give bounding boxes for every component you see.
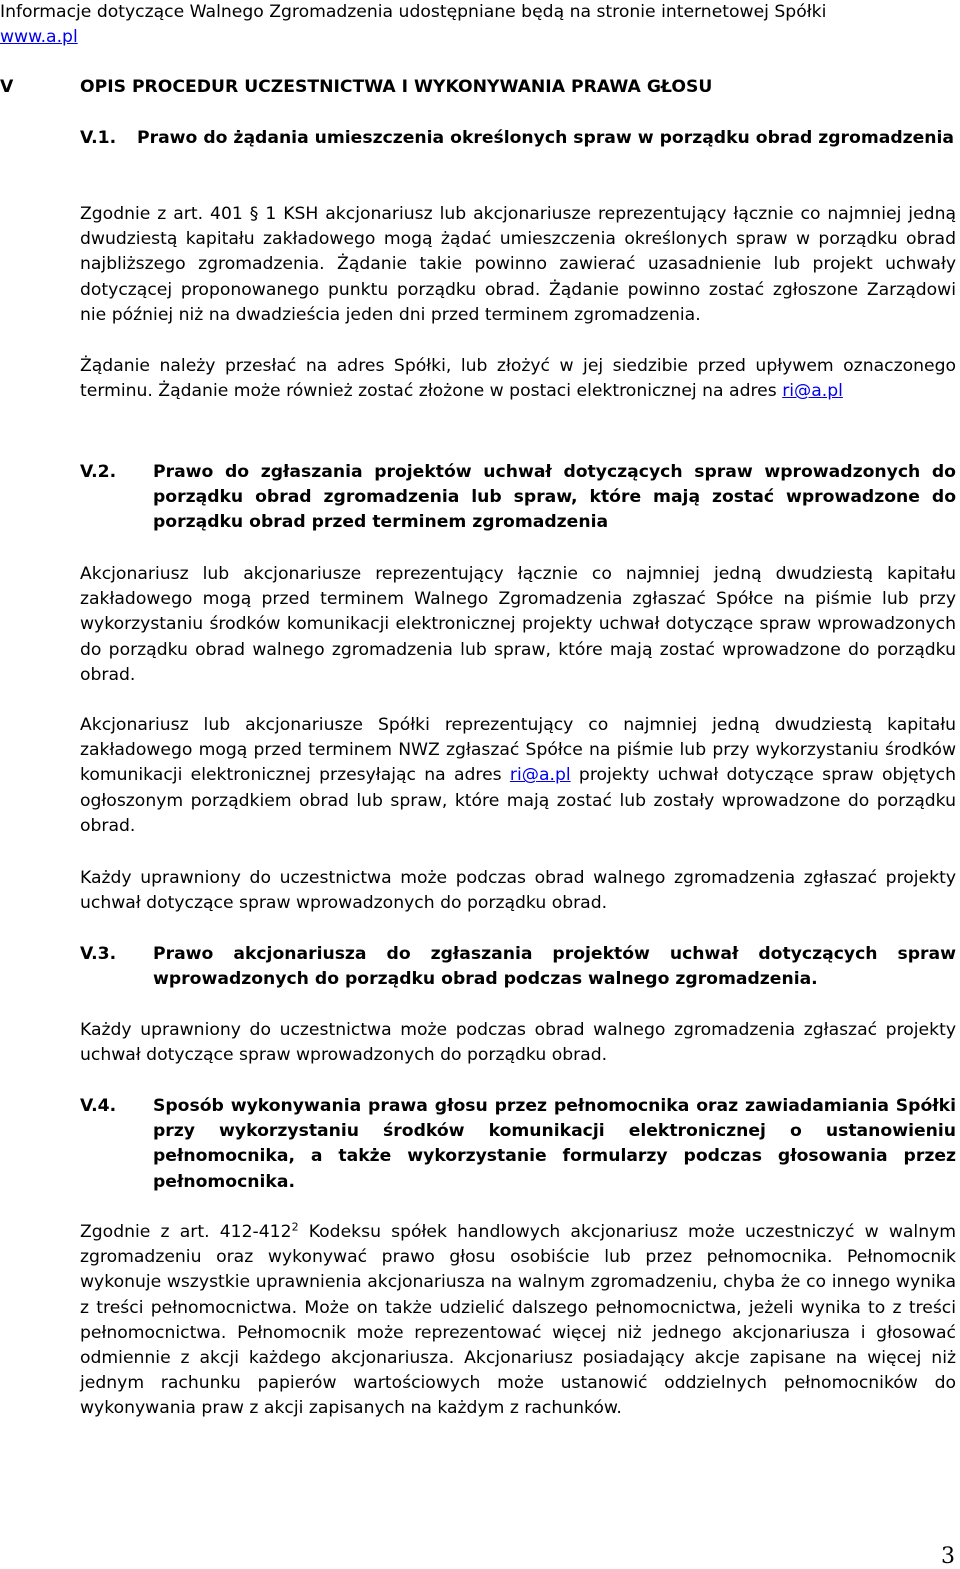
intro-text: Informacje dotyczące Walnego Zgromadzenia udostępniane będą na stronie internetowej Spółki xyxy=(0,2,827,22)
v2-email-link[interactable]: ri@a.pl xyxy=(509,765,571,786)
v1-paragraph-1 xyxy=(80,202,956,328)
v1-paragraph-2 xyxy=(80,354,956,404)
v4-superscript: 2 xyxy=(291,1220,299,1234)
v2-paragraph-3: Każdy uprawniony do uczestnictwa może podczas obrad walnego zgromadzenia zgłaszać projekty uchwał dotyczące spraw wprowadzonych do porządku obrad. xyxy=(80,868,956,914)
section-v-title: OPIS PROCEDUR UCZESTNICTWA I WYKONYWANIA PRAWA GŁOSU xyxy=(80,77,713,97)
v2-p2-part2: projekty uchwał dotyczące spraw objętych ogłoszonym porządkiem obrad lub spraw, które mają zostać lub zostały wprowadzone do porządku obrad. xyxy=(80,765,956,836)
v2-paragraph-2 xyxy=(80,713,956,839)
v1-p2-text: Żądanie należy przesłać na adres Spółki, lub złożyć w jej siedzibie przed upływem oznaczonego terminu. Żądanie może również zostać złożone w postaci elektronicznej na adres xyxy=(80,356,956,402)
v1-p1-part1: Zgodnie z art. 401 xyxy=(80,204,243,224)
page-number: 3 xyxy=(941,1544,955,1569)
v1-email-link[interactable]: ri@a.pl xyxy=(782,381,843,402)
v4-number: V.4. xyxy=(80,1096,117,1116)
website-link[interactable]: www.a.pl xyxy=(0,27,78,48)
section-v-number: V xyxy=(0,77,14,97)
v2-p2-part1: Akcjonariusz lub akcjonariusze Spółki reprezentujący co najmniej jedną dwudziestą kapitału zakładowego mogą przed terminem NWZ zgłaszać Spółce na piśmie lub przy wykorzystaniu środków komunikacji elektronicznej przesyłając na adres xyxy=(80,715,956,786)
v1-number: V.1. xyxy=(80,128,117,148)
v1-title: Prawo do żądania umieszczenia określonych spraw w porządku obrad zgromadzenia xyxy=(137,128,955,148)
intro-paragraph xyxy=(0,0,956,50)
v4-paragraph-1 xyxy=(80,1220,956,1422)
v3-paragraph-1: Każdy uprawniony do uczestnictwa może podczas obrad walnego zgromadzenia zgłaszać projekty uchwał dotyczące spraw wprowadzonych do porządku obrad. xyxy=(80,1020,956,1066)
section-sign-icon: § xyxy=(249,204,259,224)
v4-title: Sposób wykonywania prawa głosu przez pełnomocnika oraz zawiadamiania Spółki przy wykorzystaniu środków komunikacji elektronicznej o ustanowieniu pełnomocnika, a także wykorzystanie formularzy podczas głosowania przez pełnomocnika. xyxy=(153,1096,956,1192)
v2-number: V.2. xyxy=(80,462,117,482)
v4-p1-part2: Kodeksu spółek handlowych akcjonariusz może uczestniczyć w walnym zgromadzeniu oraz wykonywać prawo głosu osobiście lub przez pełnomocnika. Pełnomocnik wykonuje wszystkie uprawnienia akcjonariusza na walnym zgromadzeniu, chyba że co innego wynika z treści pełnomocnictwa. Może on także udzielić dalszego pełnomocnictwa, jeżeli wynika to z treści pełnomocnictwa. Pełnomocnik może reprezentować więcej niż jednego akcjonariusza i głosować odmiennie z akcji każdego akcjonariusza. Akcjonariusz posiadający akcje zapisane na więcej niż jednym rachunku papierów wartościowych może ustanowić oddzielnych pełnomocników do wykonywania praw z akcji zapisanych na każdym z rachunków. xyxy=(80,1222,956,1419)
v4-p1-part1: Zgodnie z art. 412-412 xyxy=(80,1222,292,1242)
v2-paragraph-1: Akcjonariusz lub akcjonariusze reprezentujący łącznie co najmniej jedną dwudziestą kapitału zakładowego mogą przed terminem Walnego Zgromadzenia zgłaszać Spółce na piśmie lub przy wykorzystaniu środków komunikacji elektronicznej projekty uchwał dotyczące spraw wprowadzonych do porządku obrad walnego zgromadzenia lub spraw, które mają zostać wprowadzone do porządku obrad. xyxy=(80,564,956,685)
v2-title: Prawo do zgłaszania projektów uchwał dotyczących spraw wprowadzonych do porządku obrad zgromadzenia lub spraw, które mają zostać wprowadzone do porządku obrad przed terminem zgromadzenia xyxy=(153,462,956,533)
v3-title: Prawo akcjonariusza do zgłaszania projektów uchwał dotyczących spraw wprowadzonych do porządku obrad podczas walnego zgromadzenia. xyxy=(153,944,956,990)
v3-number: V.3. xyxy=(80,944,117,964)
v1-p1-part2: 1 KSH akcjonariusz lub akcjonariusze reprezentujący łącznie co najmniej jedną dwudziestą kapitału zakładowego mogą żądać umieszczenia określonych spraw w porządku obrad najbliższego zgromadzenia. Żądanie takie powinno zawierać uzasadnienie lub projekt uchwały dotyczącej proponowanego punktu porządku obrad. Żądanie powinno zostać zgłoszone Zarządowi nie później niż na dwadzieścia jeden dni przed terminem zgromadzenia. xyxy=(80,204,956,325)
